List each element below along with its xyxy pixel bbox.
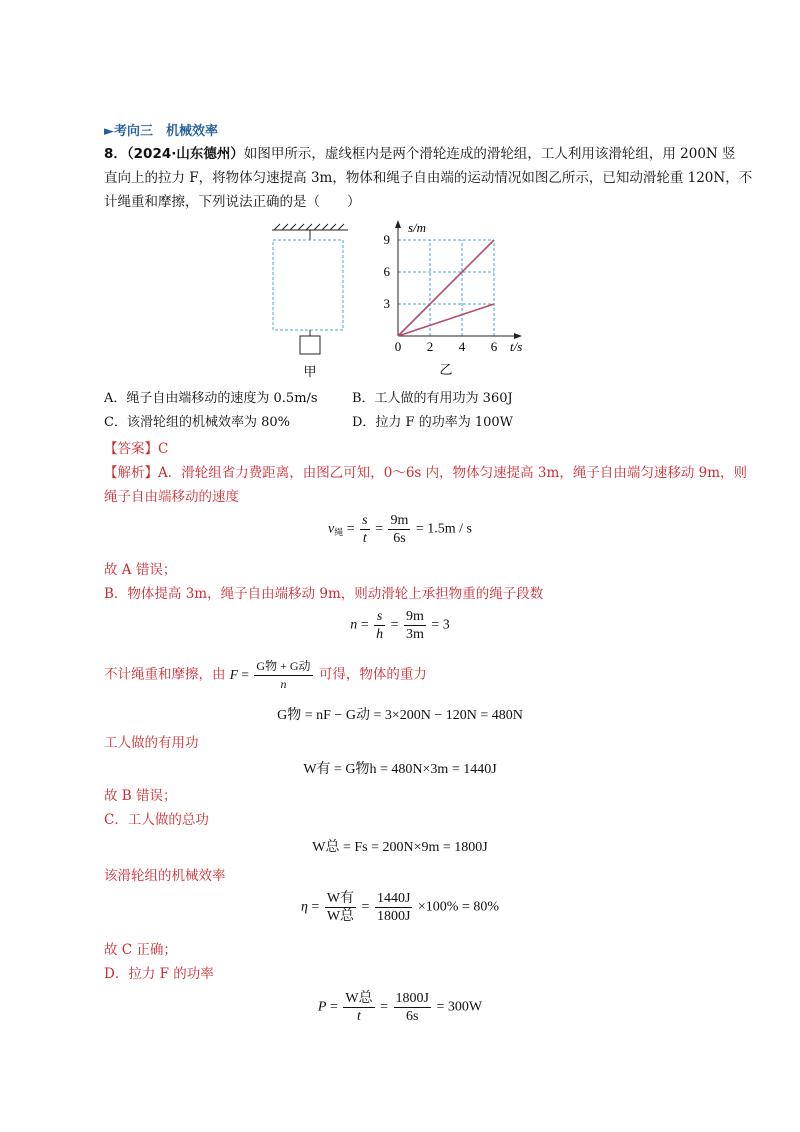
figure-jia-caption: 甲: [303, 365, 317, 380]
question-source: （2024·山东德州）: [126, 146, 244, 162]
x-tick-label: 6: [490, 339, 498, 354]
formula-total-work: W总 = Fs = 200N×9m = 1800J: [312, 840, 488, 855]
question-text-1: 如图甲所示，虚线框内是两个滑轮连成的滑轮组，工人利用该滑轮组，用 200N 竖: [243, 146, 736, 162]
section-tag: ►考向三 机械效率: [104, 124, 218, 139]
formula-segments: n = $\frac{s}{h}$ = $\frac{9m}{3m}$ = 3: [350, 609, 450, 642]
question-number: 8．: [104, 146, 127, 162]
analysis-line-7: 故 B 错误；: [104, 788, 177, 804]
option-d: D．拉力 F 的功率为 100W: [352, 415, 514, 430]
formula-efficiency: η = $\frac{\text{W有}}{\text{W总}}$ = $\frac{1440J}{1800J}$ ×100% = 80%: [300, 891, 500, 924]
chart-caption: 乙: [439, 363, 453, 378]
option-a: A．绳子自由端移动的速度为 0.5m/s: [104, 391, 318, 406]
option-b: B．工人做的有用功为 360J: [352, 391, 513, 406]
analysis-line-1: 【解析】A．滑轮组省力费距离，由图乙可知，0～6s 内，物体匀速提高 3m，绳子自由端匀速移动 9m，则: [104, 465, 748, 481]
motion-chart: [372, 218, 542, 384]
question-line-3: 计绳重和摩擦，下列说法正确的是（ ）: [104, 194, 361, 210]
analysis-line-8: C．工人做的总功: [104, 812, 209, 828]
question-line-2: 直向上的拉力 F，将物体匀速提高 3m，物体和绳子自由端的运动情况如图乙所示，已知动滑轮重 120N，不: [104, 170, 753, 186]
x-tick-label: 4: [458, 339, 466, 354]
analysis-line-2: 绳子自由端移动的速度: [104, 489, 239, 505]
formula-useful-work: W有 = G物h = 480N×3m = 1440J: [303, 762, 497, 777]
load-block: [300, 336, 320, 354]
analysis-line-4: B．物体提高 3m，绳子自由端移动 9m，则动滑轮上承担物重的绳子段数: [104, 586, 544, 602]
y-axis-label: s/m: [408, 220, 427, 235]
analysis-line-11: D．拉力 F 的功率: [104, 966, 214, 982]
formula-speed: $v_绳$ = $\frac{s}{t}$ = $\frac{9m}{6s}$ = 1.5m / s: [327, 513, 472, 546]
pulley-figure: [268, 222, 358, 382]
ceiling-hatch: [272, 224, 348, 230]
question-line-1: [104, 144, 736, 164]
analysis-line-10: 故 C 正确；: [104, 942, 177, 958]
y-axis-arrow: [395, 220, 401, 228]
series-line-1: [398, 240, 494, 336]
y-tick-label: 6: [383, 264, 390, 279]
x-tick-label: 2: [426, 339, 434, 354]
x-axis-label: t/s: [510, 339, 523, 354]
formula-power: P = $\frac{\text{W总}}{t}$ = $\frac{1800J}{6s}$ = 300W: [317, 991, 483, 1024]
y-tick-label: 9: [383, 232, 390, 247]
option-c: C．该滑轮组的机械效率为 80%: [104, 415, 290, 430]
pulley-box-dashed: [273, 240, 343, 330]
analysis-line-6: 工人做的有用功: [104, 735, 199, 751]
analysis-line-9: 该滑轮组的机械效率: [104, 868, 226, 884]
analysis-line-5: 不计绳重和摩擦，由 F = $\frac{\text{G物 + G动}}{n}$ 可得，物体的重力: [104, 659, 427, 691]
x-tick-label: 0: [394, 339, 402, 354]
answer: 【答案】C: [104, 441, 169, 457]
formula-weight: G物 = nF − G动 = 3×200N − 120N = 480N: [277, 708, 523, 723]
analysis-line-3: 故 A 错误；: [104, 562, 177, 578]
series-line-2: [398, 304, 494, 336]
y-tick-label: 3: [383, 296, 390, 311]
